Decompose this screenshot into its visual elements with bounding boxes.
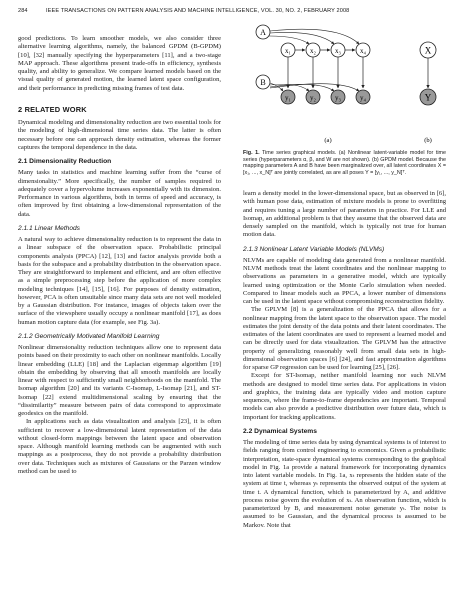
label-a: (a) <box>324 137 332 144</box>
page-header <box>18 8 445 18</box>
linear-methods-paragraph: A natural way to achieve dimensionality reduction is to represent the data in a linear subspace of the observation space. Probabilistic principal components analysis (PPCA) [12], [13] and factor analysis provide both a basis for the subspace and a probability distribution in the observation space. They are straightforward to implement and efficient, and are often effective as a simple preprocessing step before the application of more complex modeling techniques [14], [15], [16]. For purposes of density estimation, however, PCA is often unsuitable since many data sets are not well modeled by a Gaussian distribution. For instance, images of objects taken over the surface of the viewsphere usually occupy a nonlinear manifold [17], as does human motion capture data (for example, see Fig. 3a). <box>18 236 221 326</box>
diagram-a <box>256 25 370 144</box>
nlvm-paragraph-3: Except for ST-Isomap, neither manifold learning nor such NLVM methods are designed to model time series data. For applications in vision and graphics, the training data are typically video and motion capture sequences, where the frame-to-frame dependencies are important. Temporal models can also provide a predictive distribution over future data, which is important for tracking applications. <box>243 372 446 421</box>
nlvm-paragraph-1: NLVMs are capable of modeling data generated from a nonlinear manifold. NLVM methods treat the latent coordinates and the nonlinear mapping to observations as parameters in a generative model, which are typically learned using optimization or the Monte Carlo simulation when needed. Compared to linear models such as PPCA, a lower number of dimensions can be used in the latent space without compromising reconstruction fidelity. <box>243 256 446 305</box>
caption-label: Fig. 1. <box>243 150 260 156</box>
graphical-model-diagram <box>243 22 448 147</box>
node-y2-label: y₂ <box>310 94 316 102</box>
section-title: 2 RELATED WORK <box>18 104 87 114</box>
node-b-label: B <box>260 78 266 87</box>
node-x3-label: x₃ <box>335 47 341 55</box>
node-y-label: Y <box>424 92 432 103</box>
diagram-b <box>420 42 436 144</box>
dynamical-systems-title: 2.2 Dynamical Systems <box>243 427 317 435</box>
manifold-learning-title: 2.1.2 Geometrically Motivated Manifold Learning <box>18 332 160 340</box>
node-x4-label: x₄ <box>360 47 366 55</box>
intro-paragraph: good predictions. To learn smoother models, we also consider three alternative learning algorithms, namely, the balanced GPDM (B-GPDM) [10], [32] manually specifying the hyperparameters [11], and a two-stage MAP approach. These algorithms present trade-offs in efficiency, synthesis quality, and ability to generalize. We compare learned models based on the visual quality of generated motion, the learned latent space configuration, and their performance in predicting missing frames of test data. <box>18 35 221 92</box>
left-column <box>18 35 221 476</box>
node-a-label: A <box>260 28 266 37</box>
nlvm-title: 2.1.3 Nonlinear Latent Variable Models (NLVMs) <box>243 245 385 253</box>
section-paragraph: Dynamical modeling and dimensionality reduction are two essential tools for the modeling of high-dimensional time series data. The latter is often necessary before one can approach density estimation, whereas the former captures the temporal dependence in the data. <box>18 119 221 151</box>
linear-methods-title: 2.1.1 Linear Methods <box>18 224 80 232</box>
subsection-title: 2.1 Dimensionality Reduction <box>18 158 112 165</box>
nlvm-paragraph-2: The GPLVM [8] is a generalization of the PPCA that allows for a nonlinear mapping from the latent space to the observation space. The model estimates the joint density of the data points and their latent coordinates. The estimates of the latent coordinates are used to represent a learned model and can be directly used for data visualization. The GPLVM has the attractive property of generalizing reasonably well from small data sets in high-dimensional observation spaces [6] [24], and fast approximation algorithms for sparse GP regression can be used for learning [25], [26]. <box>243 306 446 371</box>
running-title: IEEE TRANSACTIONS ON PATTERN ANALYSIS AND MACHINE INTELLIGENCE, VOL. 30, NO. 2, FEBRUARY 2008 <box>46 8 350 14</box>
manifold-paragraph-2: In applications such as data visualization and analysis [23], it is often sufficient to recover a low-dimensional latent representation of the data without closed-form mappings between the latent space and observation space. Although manifold learning methods can be augmented with such mappings as a postprocess, they do not provide a probability distribution over data. Techniques such as mixtures of Gaussians or the Parzen window method can be used to <box>18 418 221 475</box>
node-y1-label: y₁ <box>285 94 291 102</box>
node-x-label: X <box>424 45 432 56</box>
figure-caption <box>243 150 446 176</box>
caption-text: Time series graphical models. (a) Nonlinear latent-variable model for time series (hyperparameters α, β, and W are not shown). (b) GPDM model. Because the mapping parameters A and B have been marginalized over, all latent coordinates X = [x₁, ..., x_N]ᵀ are jointly correlated, as are all poses Y = [y₁, ..., y_N]ᵀ. <box>243 150 446 176</box>
node-y3-label: y₃ <box>335 94 341 102</box>
subsection-paragraph: Many tasks in statistics and machine learning suffer from the “curse of dimensionality.” More specifically, the number of samples required to adequately cover a hypervolume increases exponentially with its dimension. Performance in various algorithms, both in terms of speed and accuracy, is often improved by first obtaining a low-dimensional representation of the data. <box>18 169 221 218</box>
node-y4-label: y₄ <box>360 94 366 102</box>
edge-a-x3 <box>270 32 334 44</box>
right-paragraph-1: learn a density model in the lower-dimensional space, but as observed in [6], with human pose data, estimation of mixture models is prone to overfitting and requires tuning a large number of parameters in practice. For LLE and Isomap, an additional problem is that they assume that the observed data are densely sampled on the manifold, which is typically not true for human motion data. <box>243 190 446 239</box>
manifold-paragraph-1: Nonlinear dimensionality reduction techniques allow one to represent data points based on their proximity to each other on nonlinear manifolds. Locally linear embedding (LLE) [18] and the Laplacian eigenmap algorithm [19] obtain the embedding by observing that all smooth manifolds are locally linear with respect to sufficiently small neighborhoods on the manifold. The Isomap algorithm [20] and its variants C-Isomap, L-Isomap [21], and ST-Isomap [22] extend multidimensional scaling by ensuring that the “dissimilarity” measure between pairs of data correspond to approximate geodesics on the manifold. <box>18 344 221 417</box>
figure-1 <box>243 22 448 167</box>
label-b: (b) <box>424 137 432 144</box>
page-number: 284 <box>18 8 28 14</box>
node-x1-label: x₁ <box>285 47 291 55</box>
dynamical-systems-paragraph: The modeling of time series data by using dynamical systems is of interest to fields ranging from control engineering to economics. Given a probabilistic interpretation, state-space dynamical systems corresponding to the graphical model in Fig. 1a provide a natural framework for incorporating dynamics into latent variable models. In Fig. 1a, xₜ represents the hidden state of the system at time t, whereas yₜ represents the observed output of the system at time t. A dynamical function, which is parameterized by A, and additive process noise govern the evolution of xₜ. An observation function, which is parameterized by B, and measurement noise generate yₜ. The noise is assumed to be Gaussian, and the dynamical process is assumed to be Markov. Note that <box>243 439 446 529</box>
node-x2-label: x₂ <box>310 47 316 55</box>
right-column <box>243 190 446 530</box>
